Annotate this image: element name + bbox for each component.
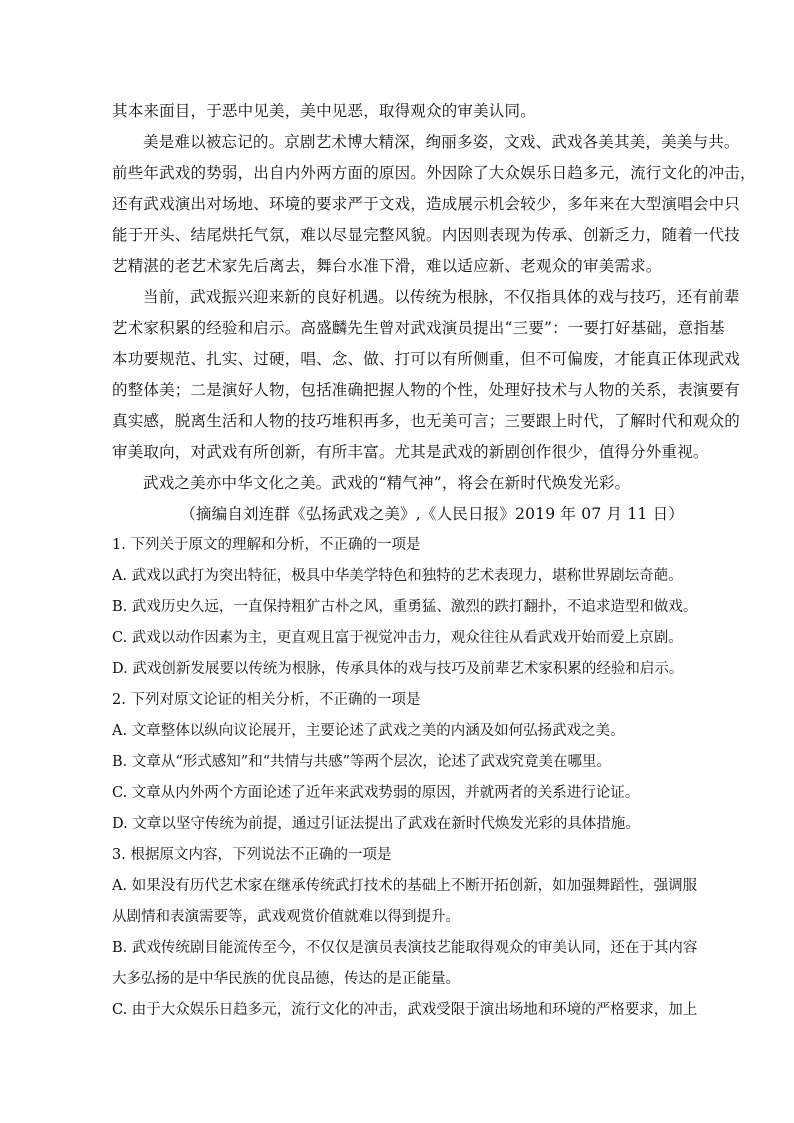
option-a: A. 如果没有历代艺术家在继承传统武打技术的基础上不断开拓创新，如加强舞蹈性，强调服: [112, 878, 698, 894]
paragraph-line: 前些年武戏的势弱，出自内外两方面的原因。外因除了大众娱乐日趋多元，流行文化的冲击，: [112, 164, 756, 182]
option-a: A. 文章整体以纵向议论展开，主要论述了武戏之美的内涵及如何弘扬武戏之美。: [112, 723, 625, 739]
paragraph-line: 艺术家积累的经验和启示。高盛麟先生曾对武戏演员提出“三要”：一要打好基础，意指基: [112, 319, 725, 337]
paragraph-beauty-unforgettable: [112, 127, 756, 282]
paragraph-line: 当前，武戏振兴迎来新的良好机遇。以传统为根脉，不仅指具体的戏与技巧，还有前辈: [143, 288, 740, 306]
paragraph-continuation: 其本来面目，于恶中见美，美中见恶，取得观众的审美认同。: [112, 102, 536, 120]
question-2: [112, 685, 684, 840]
paragraph-line: 还有武戏演出对场地、环境的要求严于文戏，造成展示机会较少，多年来在大型演唱会中只: [112, 195, 741, 213]
paragraph-line: 的整体美；二是演好人物，包括准确把握人物的个性，处理好技术与人物的关系，表演要有: [112, 381, 741, 399]
paragraph-line: 美是难以被忘记的。京剧艺术博大精深，绚丽多姿，文戏、武戏各美其美，美美与共。: [143, 133, 740, 151]
source-citation: （摘编自刘连群《弘扬武戏之美》,《人民日报》2019 年 07 月 11 日）: [180, 505, 684, 523]
paragraph-conclusion: 武戏之美亦中华文化之美。武戏的“精气神”，将会在新时代焕发光彩。: [143, 474, 631, 492]
question-stem: 1. 下列关于原文的理解和分析，不正确的一项是: [112, 537, 421, 553]
option-c: C. 由于大众娱乐日趋多元，流行文化的冲击，武戏受限于演出场地和环境的严格要求，加上: [112, 1002, 698, 1018]
question-1: [112, 530, 698, 685]
option-b-continued: 大多弘扬的是中华民族的优良品德，传达的是正能量。: [112, 971, 460, 987]
option-c: C. 武戏以动作因素为主，更直观且富于视觉冲击力，观众往往从看武戏开始而爱上京剧。: [112, 630, 683, 646]
option-d: D. 武戏创新发展要以传统为根脉，传承具体的戏与技巧及前辈艺术家积累的经验和启示。: [112, 661, 684, 677]
option-d: D. 文章以坚守传统为前提，通过引证法提出了武戏在新时代焕发光彩的具体措施。: [112, 816, 640, 832]
question-3: [112, 840, 698, 1026]
paragraph-line: 本功要规范、扎实、过硬，唱、念、做、打可以有所侧重，但不可偏废，才能真正体现武戏: [112, 350, 741, 368]
option-c: C. 文章从内外两个方面论述了近年来武戏势弱的原因，并就两者的关系进行论证。: [112, 785, 640, 801]
option-a-continued: 从剧情和表演需要等，武戏观赏价值就难以得到提升。: [112, 909, 460, 925]
paragraph-line: 艺精湛的老艺术家先后离去，舞台水准下滑，难以适应新、老观众的审美需求。: [112, 257, 662, 275]
paragraph-line: 真实感，脱离生活和人物的技巧堆积再多，也无美可言；三要跟上时代，了解时代和观众的: [112, 412, 741, 430]
paragraph-line: 审美取向，对武戏有所创新，有所丰富。尤其是武戏的新剧创作很少，值得分外重视。: [112, 443, 709, 461]
option-a: A. 武戏以武打为突出特征，极具中华美学特色和独特的艺术表现力，堪称世界剧坛奇葩。: [112, 568, 683, 584]
question-stem: 3. 根据原文内容，下列说法不正确的一项是: [112, 847, 392, 863]
option-b: B. 武戏传统剧目能流传至今，不仅仅是演员表演技艺能取得观众的审美认同，还在于其内容: [112, 940, 698, 956]
paragraph-line: 能于开头、结尾烘托气氛，难以尽显完整风貌。内因则表现为传承、创新乏力，随着一代技: [112, 226, 741, 244]
paragraph-opportunity: [112, 282, 741, 468]
option-b: B. 文章从“形式感知”和“共情与共感”等两个层次，论述了武戏究竟美在哪里。: [112, 754, 612, 770]
option-b: B. 武戏历史久远，一直保持粗犷古朴之风，重勇猛、激烈的跌打翻扑，不追求造型和做戏。: [112, 599, 698, 615]
question-stem: 2. 下列对原文论证的相关分析，不正确的一项是: [112, 692, 421, 708]
